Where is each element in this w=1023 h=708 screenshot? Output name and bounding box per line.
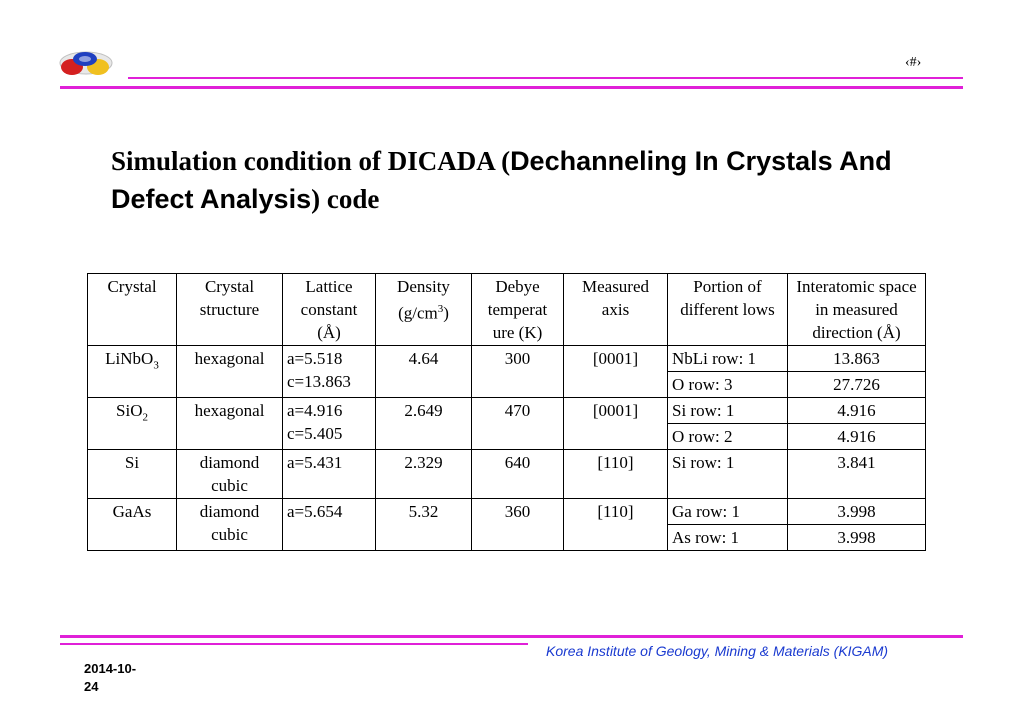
cell-debye: 360	[472, 499, 564, 551]
cell-row-label: NbLi row: 1	[668, 346, 788, 372]
cell-debye: 470	[472, 398, 564, 450]
cell-density: 2.329	[376, 450, 472, 499]
cell-spacing: 3.998	[788, 499, 926, 525]
header-density-text: Density (g/cm	[397, 277, 450, 323]
cell-spacing: 27.726	[788, 372, 926, 398]
cell-lattice	[283, 398, 376, 450]
cell-density: 5.32	[376, 499, 472, 551]
lattice-a: a=4.916	[287, 401, 343, 420]
cell-crystal: Si	[88, 450, 177, 499]
cell-density: 4.64	[376, 346, 472, 398]
footer-divider-top	[60, 635, 963, 638]
lattice-a: a=5.518	[287, 349, 343, 368]
header-density-sup: 3	[437, 303, 444, 315]
header-portion: Portion of different lows	[668, 274, 788, 346]
title-part-3: ) code	[311, 184, 380, 214]
lattice-c: c=5.405	[287, 424, 343, 443]
cell-axis: [0001]	[564, 346, 668, 398]
slide-number: ‹#›	[905, 55, 922, 70]
header-crystal: Crystal	[88, 274, 177, 346]
cell-axis: [110]	[564, 450, 668, 499]
header-lattice: Lattice constant (Å)	[283, 274, 376, 346]
table-row	[88, 346, 926, 372]
header-divider-top	[128, 77, 963, 79]
cell-crystal: GaAs	[88, 499, 177, 551]
cell-row-label: O row: 2	[668, 424, 788, 450]
cell-row-label: O row: 3	[668, 372, 788, 398]
crystal-name: LiNbO	[105, 349, 154, 368]
footer-date	[84, 660, 154, 696]
title-part-2: Dechanneling In Crystals And Defect Analysis	[111, 146, 892, 214]
crystal-subscript: 2	[142, 411, 148, 424]
crystal-subscript: 3	[153, 359, 159, 372]
cell-structure: hexagonal	[177, 346, 283, 398]
cell-axis: [110]	[564, 499, 668, 551]
header-debye: Debye temperat ure (K)	[472, 274, 564, 346]
cell-spacing: 13.863	[788, 346, 926, 372]
cell-axis: [0001]	[564, 398, 668, 450]
slide-title	[111, 142, 931, 218]
cell-spacing: 3.841	[788, 450, 926, 499]
header-divider-bottom	[60, 86, 963, 89]
table-row	[88, 450, 926, 499]
simulation-condition-table	[87, 273, 926, 551]
table-row	[88, 499, 926, 525]
title-part-1: Simulation condition of DICADA (	[111, 146, 511, 176]
cell-row-label: Si row: 1	[668, 398, 788, 424]
cell-debye: 300	[472, 346, 564, 398]
table-row	[88, 398, 926, 424]
cell-row-label: As row: 1	[668, 525, 788, 551]
cell-debye: 640	[472, 450, 564, 499]
footer-organization: Korea Institute of Geology, Mining & Materials (KIGAM)	[546, 643, 889, 659]
cell-spacing: 4.916	[788, 398, 926, 424]
crystal-name: SiO	[116, 401, 143, 420]
cell-lattice	[283, 346, 376, 398]
cell-structure: diamond cubic	[177, 499, 283, 551]
lattice-c: c=13.863	[287, 372, 351, 391]
kigam-logo	[58, 48, 114, 78]
cell-structure: diamond cubic	[177, 450, 283, 499]
cell-spacing: 4.916	[788, 424, 926, 450]
header-density-close: )	[443, 303, 449, 323]
header-axis: Measured axis	[564, 274, 668, 346]
footer-date-line1: 2014-10-	[84, 661, 137, 676]
cell-crystal	[88, 346, 177, 398]
table-header-row	[88, 274, 926, 346]
footer-date-line2: 24	[84, 679, 99, 694]
cell-spacing: 3.998	[788, 525, 926, 551]
cell-density: 2.649	[376, 398, 472, 450]
cell-row-label: Ga row: 1	[668, 499, 788, 525]
header-structure: Crystal structure	[177, 274, 283, 346]
footer-divider-bottom	[60, 643, 528, 645]
cell-crystal	[88, 398, 177, 450]
cell-lattice: a=5.654	[283, 499, 376, 551]
cell-row-label: Si row: 1	[668, 450, 788, 499]
header-spacing: Interatomic space in measured direction (Å)	[788, 274, 926, 346]
header-density	[376, 274, 472, 346]
cell-lattice: a=5.431	[283, 450, 376, 499]
cell-structure: hexagonal	[177, 398, 283, 450]
